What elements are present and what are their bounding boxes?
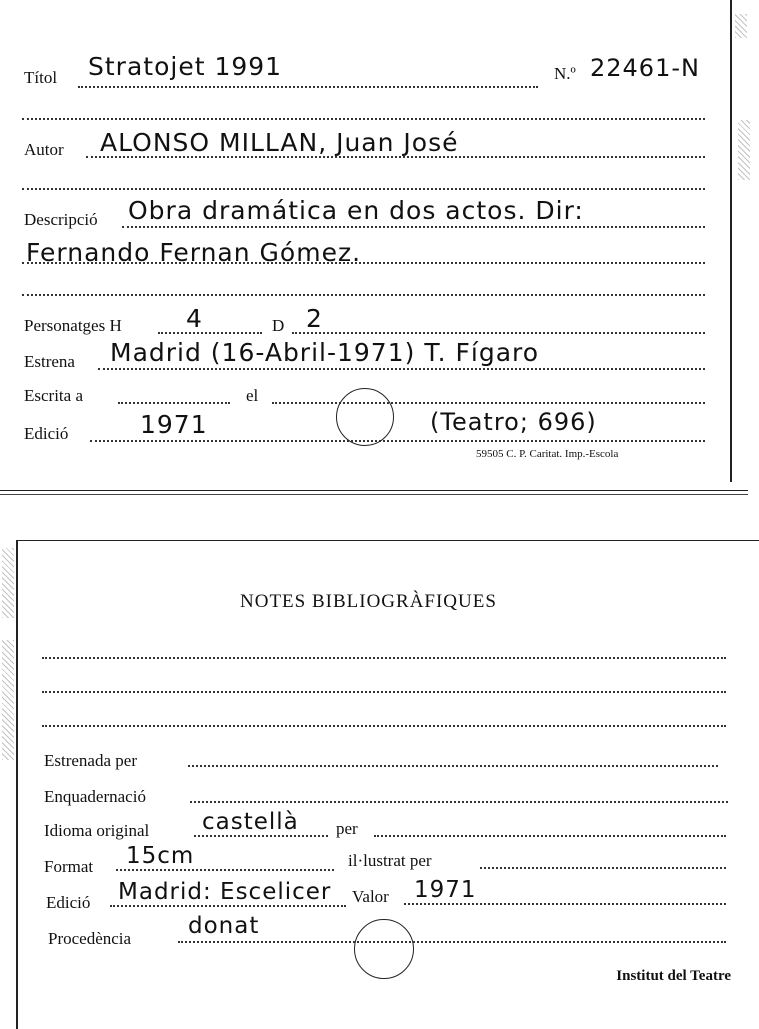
catalog-card-back xyxy=(16,540,759,1029)
descripcio-value-line1: Obra dramática en dos actos. Dir: xyxy=(128,196,584,225)
descripcio-line-2 xyxy=(22,262,705,264)
valor-value: 1971 xyxy=(414,877,477,903)
scan-speckle xyxy=(2,548,14,618)
descripcio-label: Descripció xyxy=(24,210,98,229)
personatges-d-line xyxy=(292,332,705,334)
edicio-note: (Teatro; 696) xyxy=(430,408,597,436)
notes-title: NOTES BIBLIOGRÀFIQUES xyxy=(240,591,497,612)
personatges-label: Personatges H xyxy=(24,316,122,335)
autor-line xyxy=(86,156,705,158)
procedencia-value: donat xyxy=(188,913,260,939)
numero-value: 22461-N xyxy=(590,54,700,82)
personatges-h-line xyxy=(158,332,262,334)
enquadernacio-label: Enquadernació xyxy=(44,787,146,806)
scan-speckle xyxy=(735,14,747,38)
estrena-line xyxy=(98,368,705,370)
estrenada-line xyxy=(188,765,718,767)
descripcio-line xyxy=(122,226,705,228)
numero-label: N.º xyxy=(554,64,576,83)
scan-speckle xyxy=(2,640,14,760)
card-separator xyxy=(0,494,748,495)
blank-line xyxy=(22,188,705,190)
idioma-line xyxy=(194,835,328,837)
procedencia-label: Procedència xyxy=(48,929,132,948)
escrita-el-label: el xyxy=(246,386,259,405)
descripcio-value-line2: Fernando Fernan Gómez. xyxy=(26,238,362,267)
format-label: Format xyxy=(44,857,94,876)
punch-hole xyxy=(354,919,414,979)
edicio2-line xyxy=(110,905,346,907)
estrena-value: Madrid (16-Abril-1971) T. Fígaro xyxy=(110,338,540,367)
blank-line xyxy=(42,657,726,659)
punch-hole xyxy=(336,388,394,446)
edicio-line xyxy=(90,440,705,442)
format-value: 15cm xyxy=(126,843,195,869)
illustrat-line xyxy=(480,867,726,869)
estrena-label: Estrena xyxy=(24,352,75,371)
autor-label: Autor xyxy=(24,140,64,159)
estrenada-label: Estrenada per xyxy=(44,751,137,770)
idioma-value: castellà xyxy=(202,809,299,835)
catalog-card-front xyxy=(0,0,732,482)
edicio2-value: Madrid: Escelicer xyxy=(118,879,332,905)
personatges-h-value: 4 xyxy=(186,304,203,333)
idioma-per-label: per xyxy=(336,819,358,838)
personatges-d-label: D xyxy=(272,316,285,335)
scan-speckle xyxy=(738,120,750,180)
card-separator xyxy=(0,490,748,491)
personatges-d-value: 2 xyxy=(306,304,323,333)
valor-line xyxy=(404,903,726,905)
escrita-label: Escrita a xyxy=(24,386,83,405)
procedencia-line xyxy=(178,941,726,943)
blank-line xyxy=(42,691,726,693)
blank-line xyxy=(42,725,726,727)
blank-line xyxy=(22,118,705,120)
imprint-text: 59505 C. P. Caritat. Imp.-Escola xyxy=(476,448,619,460)
edicio-value: 1971 xyxy=(140,410,208,439)
blank-line xyxy=(22,294,705,296)
titol-line xyxy=(78,86,538,88)
valor-label: Valor xyxy=(352,887,389,906)
escrita-line xyxy=(118,402,230,404)
autor-value: ALONSO MILLAN, Juan José xyxy=(100,128,459,157)
idioma-label: Idioma original xyxy=(44,821,150,840)
idioma-per-line xyxy=(374,835,726,837)
format-line xyxy=(116,869,334,871)
escrita-el-line xyxy=(272,402,705,404)
edicio2-label: Edició xyxy=(46,893,91,912)
titol-label: Títol xyxy=(24,68,58,87)
enquadernacio-line xyxy=(190,801,728,803)
illustrat-label: il·lustrat per xyxy=(348,851,432,870)
titol-value: Stratojet 1991 xyxy=(88,52,283,81)
institution-name: Institut del Teatre xyxy=(616,968,731,984)
edicio-label: Edició xyxy=(24,424,69,443)
